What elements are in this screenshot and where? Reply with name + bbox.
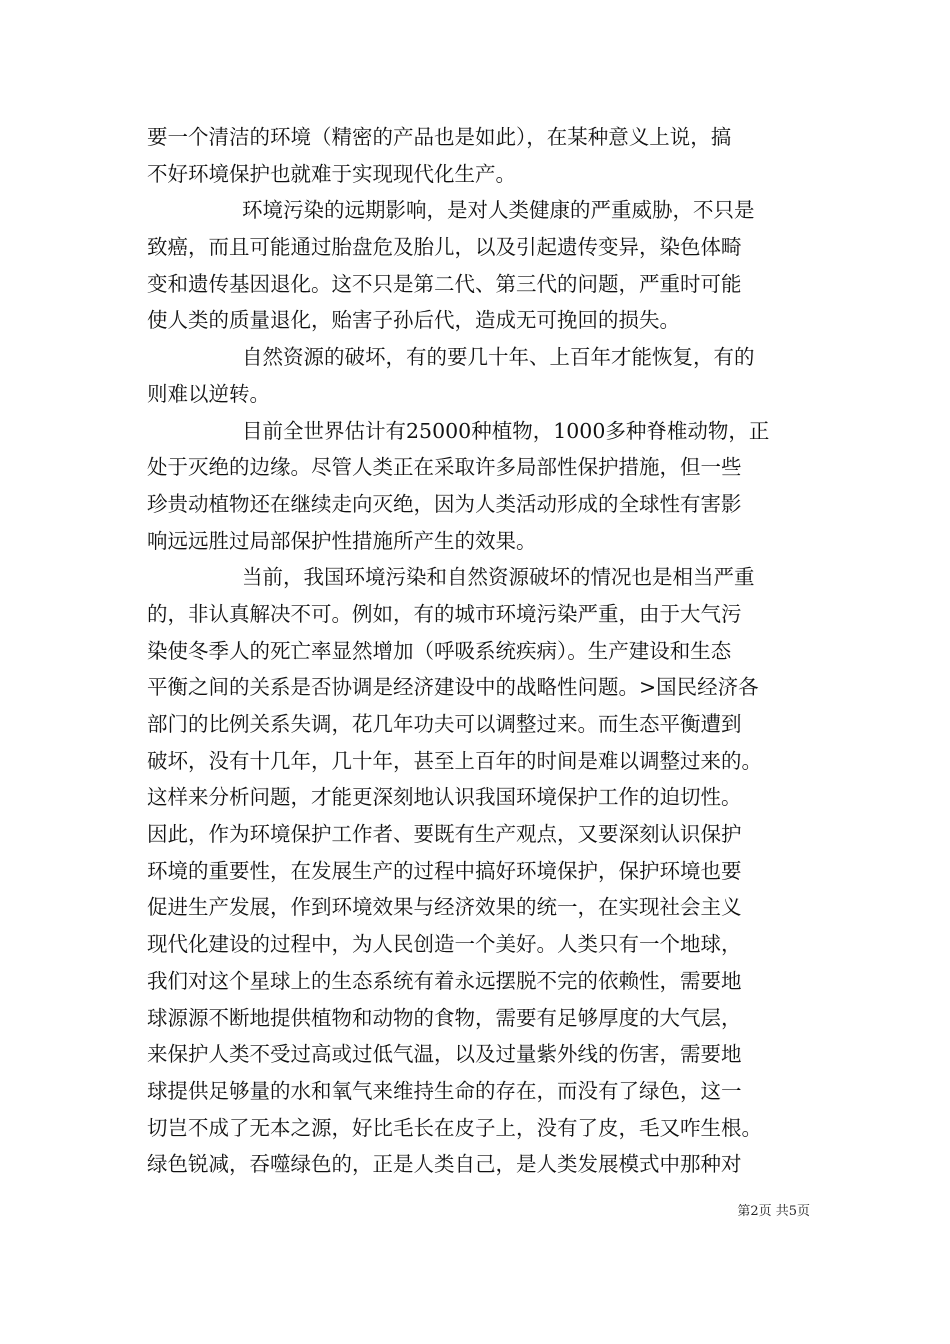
text-line: 处于灭绝的边缘。尽管人类正在采取许多局部性保护措施，但一些 (147, 455, 742, 480)
text-line: 环境污染的远期影响，是对人类健康的严重威胁，不只是 (242, 198, 755, 223)
text-line: 响远远胜过局部保护性措施所产生的效果。 (147, 528, 537, 553)
text-line: 球源源不断地提供植物和动物的食物，需要有足够厚度的大气层， (147, 1005, 742, 1030)
text-line: 自然资源的破坏，有的要几十年、上百年才能恢复，有的 (242, 345, 755, 370)
text-line: 球提供足够量的水和氧气来维持生命的存在，而没有了绿色，这一 (147, 1078, 742, 1103)
text-line: 要一个清洁的环境（精密的产品也是如此），在某种意义上说，搞 (147, 125, 732, 149)
text-line: 的，非认真解决不可。例如，有的城市环境污染严重，由于大气污 (147, 601, 742, 626)
text-line: 目前全世界估计有25000种植物，1000多种脊椎动物，正 (242, 418, 770, 443)
text-line: 破坏，没有十几年，几十年，甚至上百年的时间是难以调整过来的。 (147, 748, 762, 773)
text-line: 致癌，而且可能通过胎盘危及胎儿，以及引起遗传变异，染色体畸 (147, 235, 742, 260)
text-line: 绿色锐减，吞噬绿色的，正是人类自己，是人类发展模式中那种对 (147, 1152, 742, 1177)
text-line: 我们对这个星球上的生态系统有着永远摆脱不完的依赖性，需要地 (147, 968, 742, 993)
text-line: 来保护人类不受过高或过低气温，以及过量紫外线的伤害，需要地 (147, 1042, 742, 1067)
text-line: 使人类的质量退化，贻害子孙后代，造成无可挽回的损失。 (147, 308, 680, 333)
text-line: 因此，作为环境保护工作者、要既有生产观点，又要深刻认识保护 (147, 822, 742, 847)
text-line: 部门的比例关系失调，花几年功夫可以调整过来。而生态平衡遭到 (147, 712, 742, 736)
text-line: 珍贵动植物还在继续走向灭绝，因为人类活动形成的全球性有害影 (147, 491, 742, 516)
text-line: 这样来分析问题，才能更深刻地认识我国环境保护工作的迫切性。 (147, 785, 742, 810)
text-line: 现代化建设的过程中，为人民创造一个美好。人类只有一个地球， (147, 932, 742, 957)
text-line: 染使冬季人的死亡率显然增加（呼吸系统疾病）。生产建设和生态 (147, 638, 732, 663)
text-line: 环境的重要性，在发展生产的过程中搞好环境保护，保护环境也要 (147, 858, 742, 883)
body-text (147, 119, 813, 1183)
text-line: 变和遗传基因退化。这不只是第二代、第三代的问题，严重时可能 (147, 271, 742, 296)
text-line: 促进生产发展，作到环境效果与经济效果的统一，在实现社会主义 (147, 895, 742, 920)
text-line: 不好环境保护也就难于实现现代化生产。 (147, 161, 516, 186)
text-line: 切岂不成了无本之源，好比毛长在皮子上，没有了皮，毛又咋生根。 (147, 1115, 762, 1140)
text-line: 则难以逆转。 (147, 381, 270, 406)
page-number: 第2页 共5页 (737, 1204, 810, 1219)
text-line: 当前，我国环境污染和自然资源破坏的情况也是相当严重 (242, 565, 755, 590)
text-line: 平衡之间的关系是否协调是经济建设中的战略性问题。>国民经济各 (147, 675, 759, 700)
